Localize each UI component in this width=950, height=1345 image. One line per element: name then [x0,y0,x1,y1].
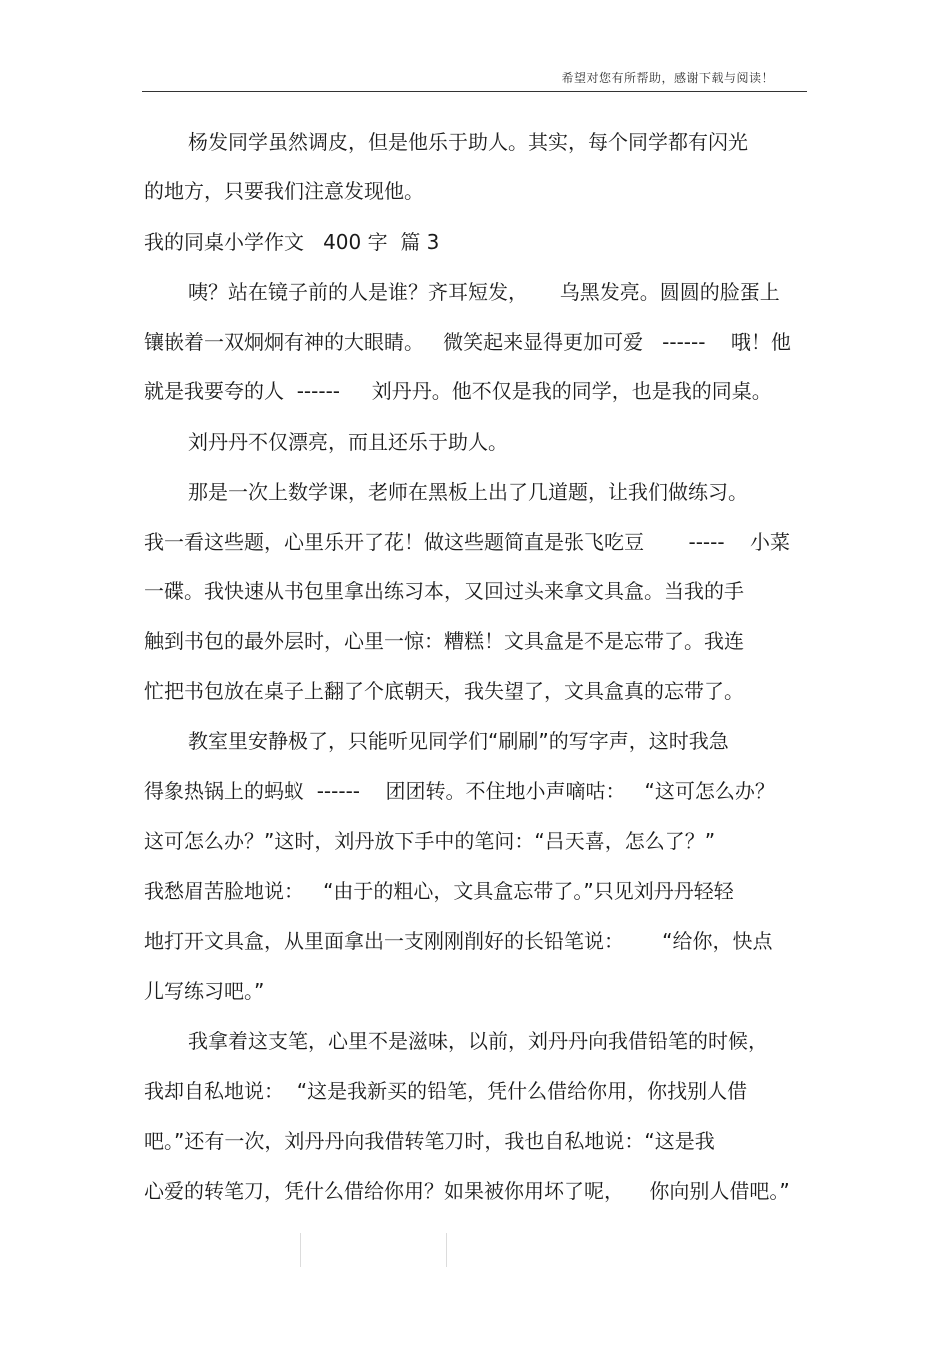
section-heading: 我的同桌小学作文 400 字 篇 3 [144,230,440,254]
paragraph-line: 教室里安静极了，只能听见同学们“刷刷”的写字声，这时我急 [188,729,729,753]
paragraph-line: 我愁眉苦脸地说： “由于的粗心，文具盒忘带了。”只见刘丹丹轻轻 [144,879,734,903]
paragraph-line: 的地方，只要我们注意发现他。 [144,179,424,203]
paragraph-line: 这可怎么办？”这时，刘丹放下手中的笔问：“吕天喜，怎么了？” [144,829,716,853]
paragraph-line: 吧。”还有一次，刘丹丹向我借转笔刀时，我也自私地说：“这是我 [144,1129,715,1153]
paragraph-line: 忙把书包放在桌子上翻了个底朝天，我失望了，文具盒真的忘带了。 [144,679,744,703]
footer-divider-right [446,1233,447,1267]
paragraph-line: 我一看这些题，心里乐开了花！做这些题简直是张飞吃豆 ----- 小菜 [144,530,791,554]
paragraph-line: 就是我要夸的人 ------ 刘丹丹。他不仅是我的同学，也是我的同桌。 [144,379,772,403]
paragraph-line: 触到书包的最外层时，心里一惊：糟糕！文具盒是不是忘带了。我连 [144,629,744,653]
paragraph-line: 地打开文具盒，从里面拿出一支刚刚削好的长铅笔说： “给你，快点 [144,929,773,953]
paragraph-line: 刘丹丹不仅漂亮，而且还乐于助人。 [188,430,508,454]
paragraph-line: 杨发同学虽然调皮，但是他乐于助人。其实，每个同学都有闪光 [188,130,748,154]
paragraph-line: 那是一次上数学课，老师在黑板上出了几道题，让我们做练习。 [188,480,748,504]
header-note: 希望对您有所帮助，感谢下载与阅读！ [561,71,774,85]
paragraph-line: 得象热锅上的蚂蚁 ------ 团团转。不住地小声嘀咕： “这可怎么办？ [144,779,775,803]
paragraph-line: 咦？站在镜子前的人是谁？齐耳短发， 乌黑发亮。圆圆的脸蛋上 [188,280,780,304]
paragraph-line: 我却自私地说： “这是我新买的铅笔，凭什么借给你用，你找别人借 [144,1079,748,1103]
footer-divider-left [300,1233,301,1267]
paragraph-line: 儿写练习吧。” [144,979,265,1003]
paragraph-line: 我拿着这支笔，心里不是滋味，以前，刘丹丹向我借铅笔的时候， [188,1029,768,1053]
paragraph-line: 一碟。我快速从书包里拿出练习本，又回过头来拿文具盒。当我的手 [144,579,744,603]
header-divider [142,91,807,92]
paragraph-line: 心爱的转笔刀，凭什么借给你用？如果被你用坏了呢， 你向别人借吧。” [144,1179,790,1203]
paragraph-line: 镶嵌着一双炯炯有神的大眼睛。 微笑起来显得更加可爱 ------ 哦！他 [144,330,791,354]
